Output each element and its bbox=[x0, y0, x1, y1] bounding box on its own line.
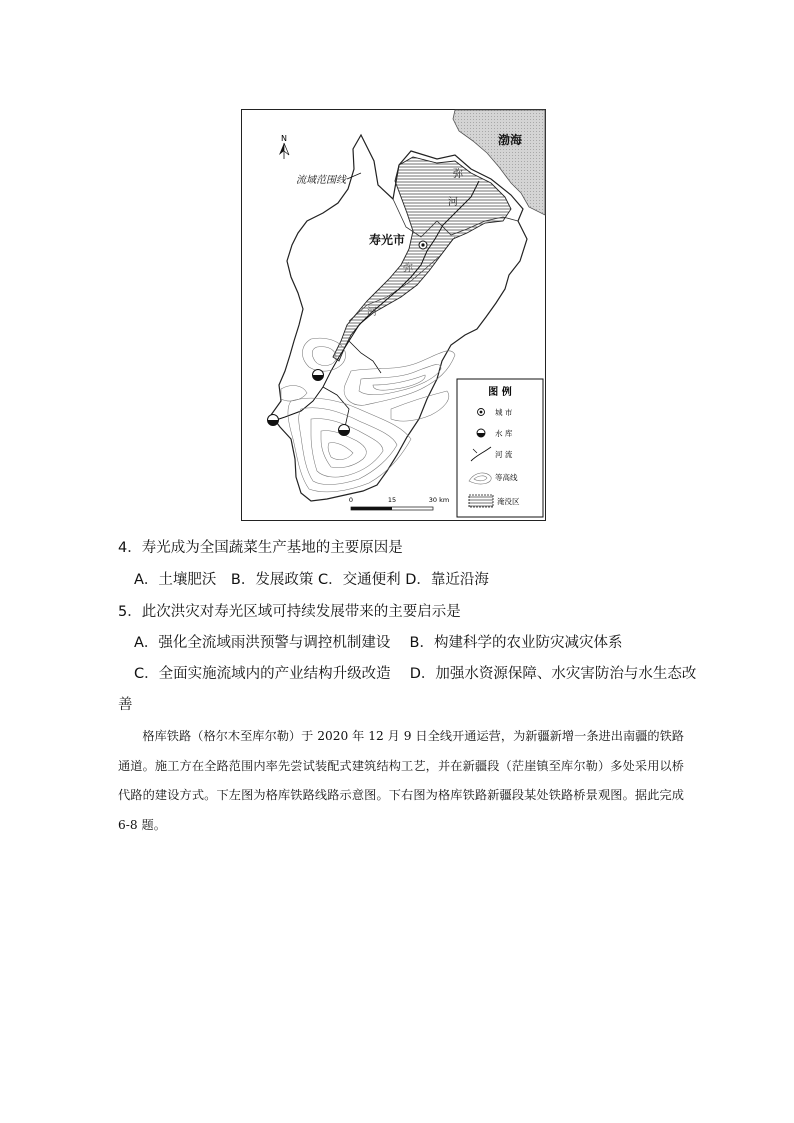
reservoir-icon bbox=[339, 425, 350, 436]
city-icon bbox=[478, 409, 485, 416]
legend-title: 图 例 bbox=[488, 387, 512, 398]
reservoir-icon bbox=[268, 415, 279, 426]
river-char-3: 弥 bbox=[403, 263, 413, 274]
legend-label-flooded: 淹没区 bbox=[497, 497, 520, 506]
question-4-stem: 4．寿光成为全国蔬菜生产基地的主要原因是 bbox=[118, 540, 403, 556]
question-5-options-line-2: C．全面实施流域内的产业结构升级改造 D．加强水资源保障、水灾害防治与水生态改 bbox=[134, 666, 697, 682]
scale-label-0: 0 bbox=[348, 496, 354, 504]
city-icon bbox=[419, 241, 427, 249]
passage bbox=[118, 722, 684, 840]
legend-label-contour: 等高线 bbox=[495, 473, 518, 482]
passage-text: 格库铁路（格尔木至库尔勒）于 2020 年 12 月 9 日全线开通运营，为新疆新增一条进出南疆的铁路通道。施工方在全路范围内率先尝试装配式建筑结构工艺，并在新疆段（茫崖镇至库尔勒）多处采用以桥代路的建设方式。下左图为格库铁路线路示意图。下右图为格库铁路新疆段某处铁路桥景观图。据此完成 6-8 题。 bbox=[118, 729, 684, 832]
scale-label-15: 15 bbox=[387, 496, 397, 504]
north-label: N bbox=[281, 134, 287, 143]
river-char-4: 河 bbox=[367, 307, 377, 318]
reservoir-icon bbox=[313, 370, 324, 381]
map-legend bbox=[457, 379, 543, 517]
question-5-options-line-1: A．强化全流域雨洪预警与调控机制建设 B．构建科学的农业防灾减灾体系 bbox=[134, 635, 623, 651]
legend-label-reservoir: 水 库 bbox=[495, 429, 513, 438]
boundary-label: 流域范围线 bbox=[296, 175, 346, 186]
scale-label-30: 30 km bbox=[428, 496, 450, 504]
river-char-2: 河 bbox=[448, 197, 458, 208]
question-5-options-line-3: 善 bbox=[118, 697, 133, 713]
question-5-stem: 5．此次洪灾对寿光区域可持续发展带来的主要启示是 bbox=[118, 604, 461, 620]
city-label: 寿光市 bbox=[369, 233, 406, 247]
flooded-area-icon bbox=[469, 495, 493, 507]
legend-label-city: 城 市 bbox=[495, 408, 513, 417]
legend-label-river: 河 流 bbox=[495, 450, 513, 459]
question-4-options: A．土壤肥沃 B．发展政策 C．交通便利 D．靠近沿海 bbox=[134, 572, 489, 588]
watershed-map bbox=[241, 109, 546, 521]
sea-label: 渤海 bbox=[498, 133, 523, 147]
reservoir-icon bbox=[477, 429, 485, 437]
river-char-1: 弥 bbox=[453, 169, 463, 180]
